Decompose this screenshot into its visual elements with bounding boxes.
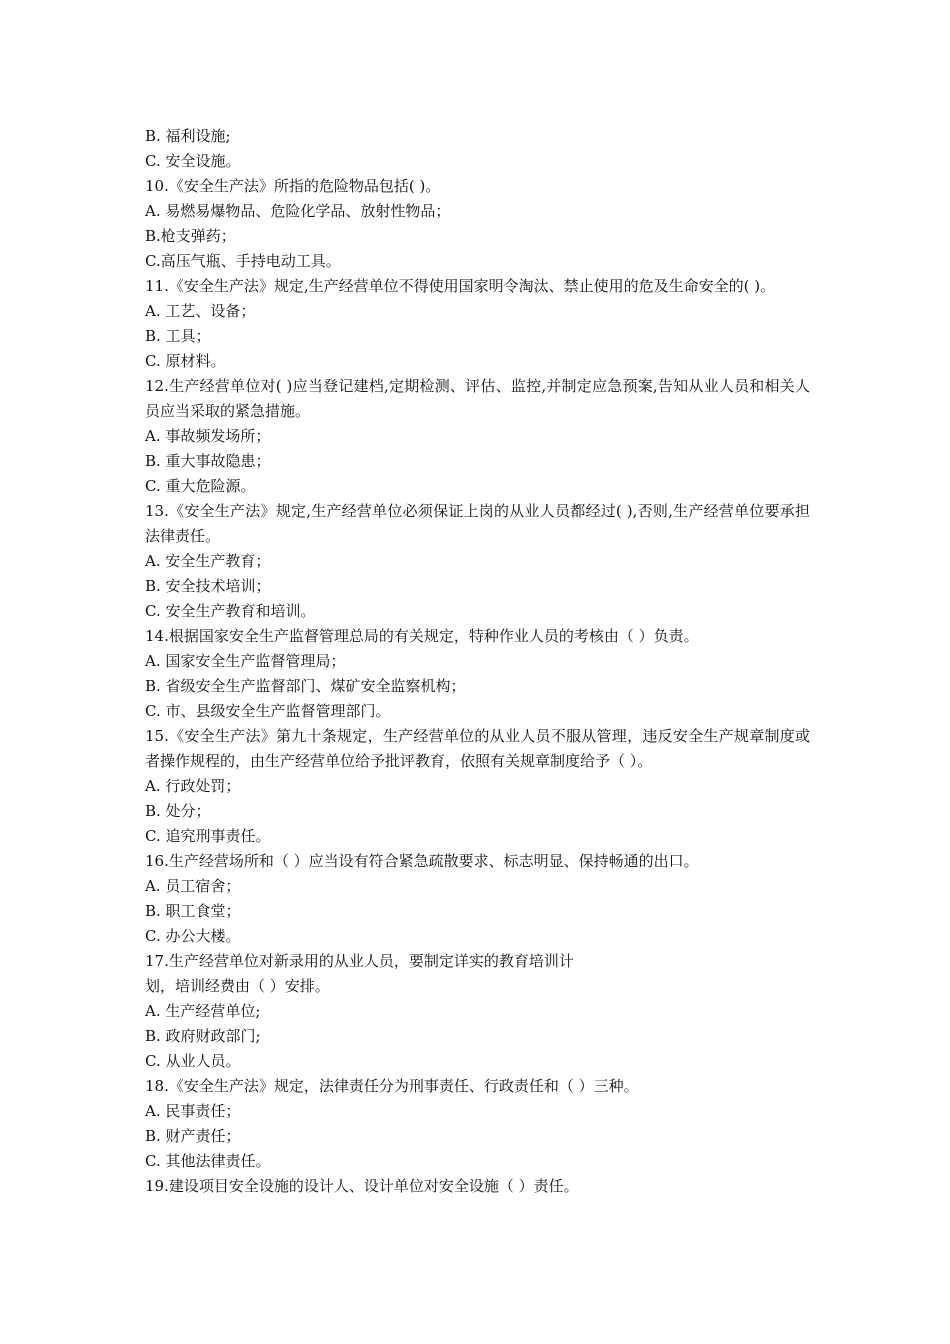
option-a-q11: A. 工艺、设备；	[145, 302, 256, 320]
option-b-q16: B. 职工食堂；	[145, 902, 241, 920]
option-b-q14: B. 省级安全生产监督部门、煤矿安全监察机构；	[145, 677, 466, 695]
option-b-q9: B. 福利设施;	[145, 127, 231, 145]
option-b-q17: B. 政府财政部门;	[145, 1027, 261, 1045]
question-14: 14.根据国家安全生产监督管理总局的有关规定，特种作业人员的考核由（ ）负责。	[145, 627, 699, 645]
question-17-part2: 划，培训经费由（ ）安排。	[145, 977, 330, 995]
option-c-q9: C. 安全设施。	[145, 152, 241, 170]
option-c-q16: C. 办公大楼。	[145, 927, 241, 945]
question-15: 15.《安全生产法》第九十条规定，生产经营单位的从业人员不服从管理，违反安全生产规章制度或者操作规程的，由生产经营单位给予批评教育，依照有关规章制度给予（ ）。	[145, 727, 810, 770]
option-b-q10: B.枪支弹药；	[145, 227, 236, 245]
question-11: 11.《安全生产法》规定,生产经营单位不得使用国家明令淘汰、禁止使用的危及生命安全的( )。	[145, 277, 776, 295]
option-b-q15: B. 处分；	[145, 802, 211, 820]
question-18: 18.《安全生产法》规定，法律责任分为刑事责任、行政责任和（ ）三种。	[145, 1077, 639, 1095]
option-c-q10: C.高压气瓶、手持电动工具。	[145, 252, 341, 270]
question-13: 13.《安全生产法》规定,生产经营单位必须保证上岗的从业人员都经过( ),否则,生产经营单位要承担法律责任。	[145, 502, 810, 545]
option-a-q14: A. 国家安全生产监督管理局；	[145, 652, 346, 670]
question-10: 10.《安全生产法》所指的危险物品包括( )。	[145, 177, 441, 195]
option-c-q14: C. 市、县级安全生产监督管理部门。	[145, 702, 391, 720]
option-a-q18: A. 民事责任；	[145, 1102, 241, 1120]
option-c-q12: C. 重大危险源。	[145, 477, 256, 495]
option-c-q13: C. 安全生产教育和培训。	[145, 602, 316, 620]
option-c-q17: C. 从业人员。	[145, 1052, 241, 1070]
document-body	[145, 124, 810, 1199]
option-a-q10: A. 易燃易爆物品、危险化学品、放射性物品；	[145, 202, 451, 220]
question-17-part1: 17.生产经营单位对新录用的从业人员，要制定详实的教育培训计	[145, 952, 574, 970]
option-b-q18: B. 财产责任；	[145, 1127, 241, 1145]
option-a-q15: A. 行政处罚；	[145, 777, 241, 795]
option-a-q16: A. 员工宿舍；	[145, 877, 241, 895]
option-a-q17: A. 生产经营单位;	[145, 1002, 261, 1020]
option-c-q15: C. 追究刑事责任。	[145, 827, 271, 845]
question-12: 12.生产经营单位对( )应当登记建档,定期检测、评估、监控,并制定应急预案,告知从业人员和相关人员应当采取的紧急措施。	[145, 377, 810, 420]
option-c-q18: C. 其他法律责任。	[145, 1152, 271, 1170]
option-a-q12: A. 事故频发场所；	[145, 427, 271, 445]
option-c-q11: C. 原材料。	[145, 352, 226, 370]
option-b-q11: B. 工具；	[145, 327, 211, 345]
question-16: 16.生产经营场所和（ ）应当设有符合紧急疏散要求、标志明显、保持畅通的出口。	[145, 852, 699, 870]
option-b-q12: B. 重大事故隐患；	[145, 452, 271, 470]
option-b-q13: B. 安全技术培训；	[145, 577, 271, 595]
option-a-q13: A. 安全生产教育；	[145, 552, 271, 570]
question-19: 19.建设项目安全设施的设计人、设计单位对安全设施（ ）责任。	[145, 1177, 579, 1195]
